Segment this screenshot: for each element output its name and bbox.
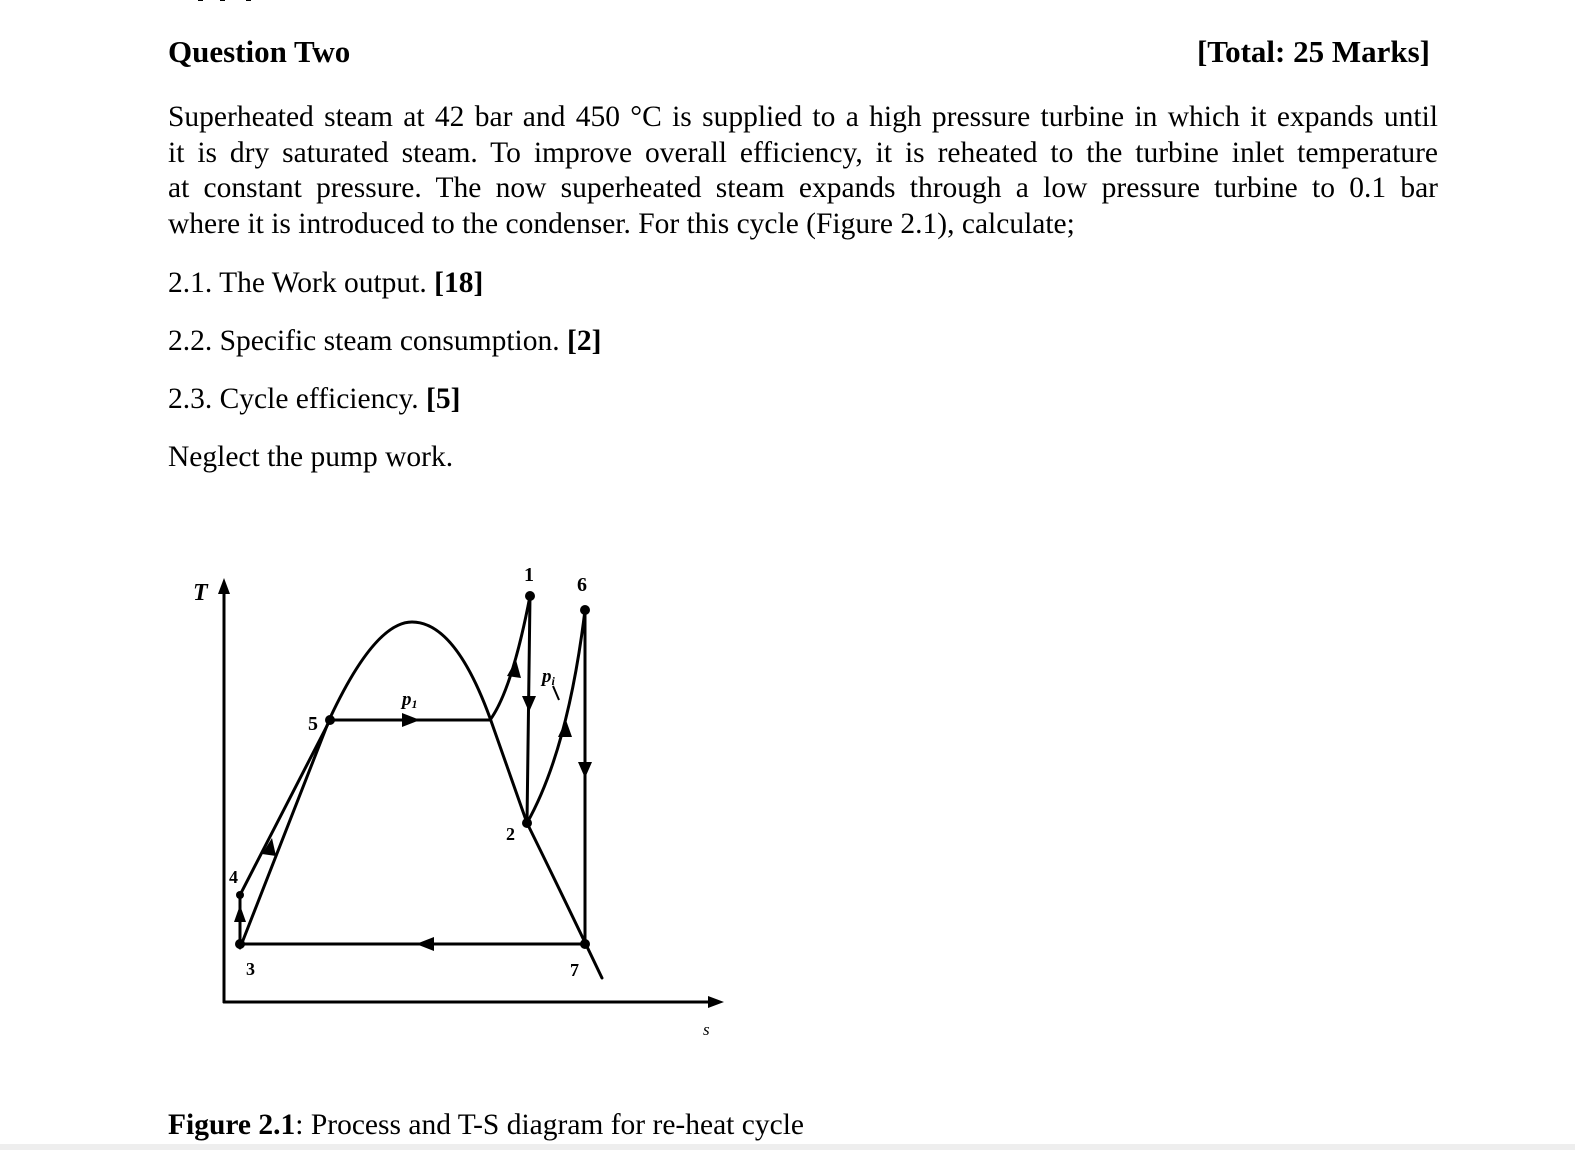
- arrow-pump: [234, 905, 246, 922]
- figure-caption-label: Figure 2.1: [168, 1109, 296, 1141]
- sub-question-label: 2.2. Specific steam consumption.: [168, 325, 560, 357]
- s-axis-label: s: [703, 1020, 710, 1039]
- sub-question-marks: [5]: [426, 383, 461, 415]
- state-point-2: [522, 818, 532, 828]
- question-total-marks: [Total: 25 Marks]: [1196, 34, 1430, 69]
- page-bottom-edge: [0, 1144, 1575, 1150]
- sub-question-marks: [2]: [567, 325, 602, 357]
- point-label-2: 2: [506, 824, 515, 844]
- ts-diagram: [180, 555, 750, 1045]
- arrow-hp-expansion: [522, 696, 536, 712]
- point-label-1: 1: [524, 564, 534, 586]
- question-header: [168, 34, 1430, 70]
- paragraph-line: Superheated steam at 42 bar and 450 °C is supplied to a high pressure turbine in which it expands until: [168, 101, 1438, 133]
- arrow-lp-expansion: [578, 762, 592, 778]
- paragraph-line: it is dry saturated steam. To improve overall efficiency, it is reheated to the turbine inlet temperature: [168, 136, 1438, 169]
- superheat-line-1: [490, 596, 530, 720]
- pressure-high-tick: [553, 686, 559, 700]
- paragraph-line: where it is introduced to the condenser. For this cycle (Figure 2.1), calculate;: [168, 207, 1075, 240]
- sub-question-list: [168, 265, 601, 439]
- question-paragraph: [168, 100, 1438, 242]
- arrow-t-axis: [218, 578, 230, 594]
- arrow-condensation: [416, 937, 434, 951]
- point-label-6: 6: [577, 574, 587, 596]
- sub-question-marks: [18]: [434, 267, 484, 299]
- pressure-high-label: pi: [542, 666, 555, 688]
- arrow-boiling: [402, 713, 420, 727]
- state-point-6: [580, 605, 590, 615]
- state-point-3: [235, 939, 245, 949]
- sub-question-item: [168, 265, 601, 323]
- state-point-1: [525, 591, 535, 601]
- sub-question-item: [168, 381, 601, 439]
- assumption-note: Neglect the pump work.: [168, 441, 454, 473]
- figure-caption: [168, 1107, 804, 1143]
- sub-question-label: 2.1. The Work output.: [168, 267, 427, 299]
- paragraph-line: at constant pressure. The now superheated steam expands through a low pressure turbine to 0.1 bar: [168, 172, 1438, 204]
- t-axis-label: T: [193, 580, 208, 606]
- sub-question-item: [168, 323, 601, 381]
- pressure-low-label: p1: [402, 689, 418, 711]
- point-label-5: 5: [308, 713, 318, 735]
- sub-question-label: 2.3. Cycle efficiency.: [168, 383, 419, 415]
- point-label-7: 7: [570, 960, 579, 980]
- previous-page-fragment: [198, 0, 258, 4]
- point-label-3: 3: [246, 959, 255, 979]
- figure-caption-text: : Process and T-S diagram for re-heat cycle: [295, 1109, 804, 1141]
- reheat-line: [527, 610, 585, 823]
- arrow-s-axis: [708, 996, 724, 1008]
- state-point-5: [325, 715, 335, 725]
- question-title: Question Two: [168, 34, 351, 69]
- point-label-4: 4: [229, 867, 238, 887]
- state-point-4: [236, 891, 244, 899]
- state-point-7: [580, 939, 590, 949]
- arrow-reheat: [558, 720, 572, 737]
